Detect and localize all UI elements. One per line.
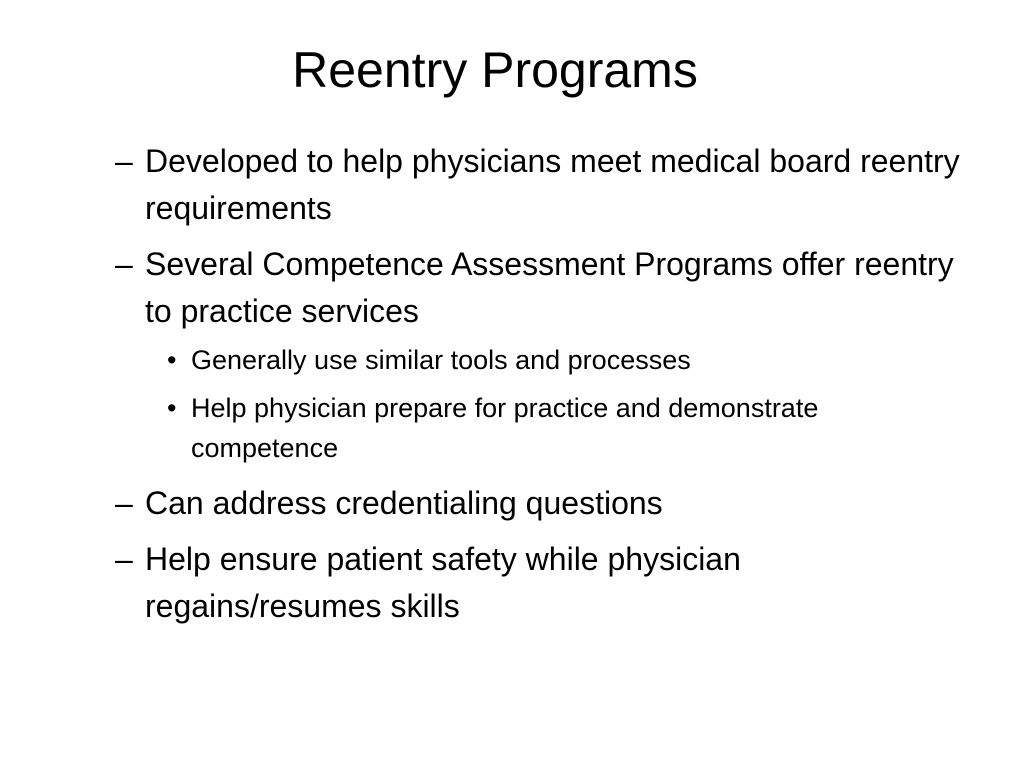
dash-marker: – <box>115 143 133 179</box>
bullet-item-several <box>115 241 965 335</box>
bullet-item-credentialing <box>115 480 965 527</box>
bullet-item-developed <box>115 138 965 232</box>
dash-marker: – <box>115 541 133 577</box>
dot-marker: • <box>167 345 177 375</box>
dash-marker: – <box>115 485 133 521</box>
sub-bullet-text: Help physician prepare for practice and demonstrate competence <box>191 393 819 463</box>
bullet-text: Several Competence Assessment Programs offer reentry to practice services <box>145 246 954 329</box>
sub-bullet-item-tools <box>115 340 965 380</box>
sub-bullet-text: Generally use similar tools and processes <box>191 345 691 375</box>
slide-title: Reentry Programs <box>292 42 698 98</box>
bullet-text: Help ensure patient safety while physician regains/resumes skills <box>145 541 741 624</box>
bullet-list <box>115 138 965 639</box>
sub-bullet-list <box>115 340 965 468</box>
dot-marker: • <box>167 393 177 423</box>
dash-marker: – <box>115 246 133 282</box>
bullet-item-safety <box>115 536 965 630</box>
bullet-text: Developed to help physicians meet medical board reentry requirements <box>145 143 960 226</box>
bullet-text: Can address credentialing questions <box>145 485 663 521</box>
sub-bullet-item-prepare <box>115 388 965 468</box>
